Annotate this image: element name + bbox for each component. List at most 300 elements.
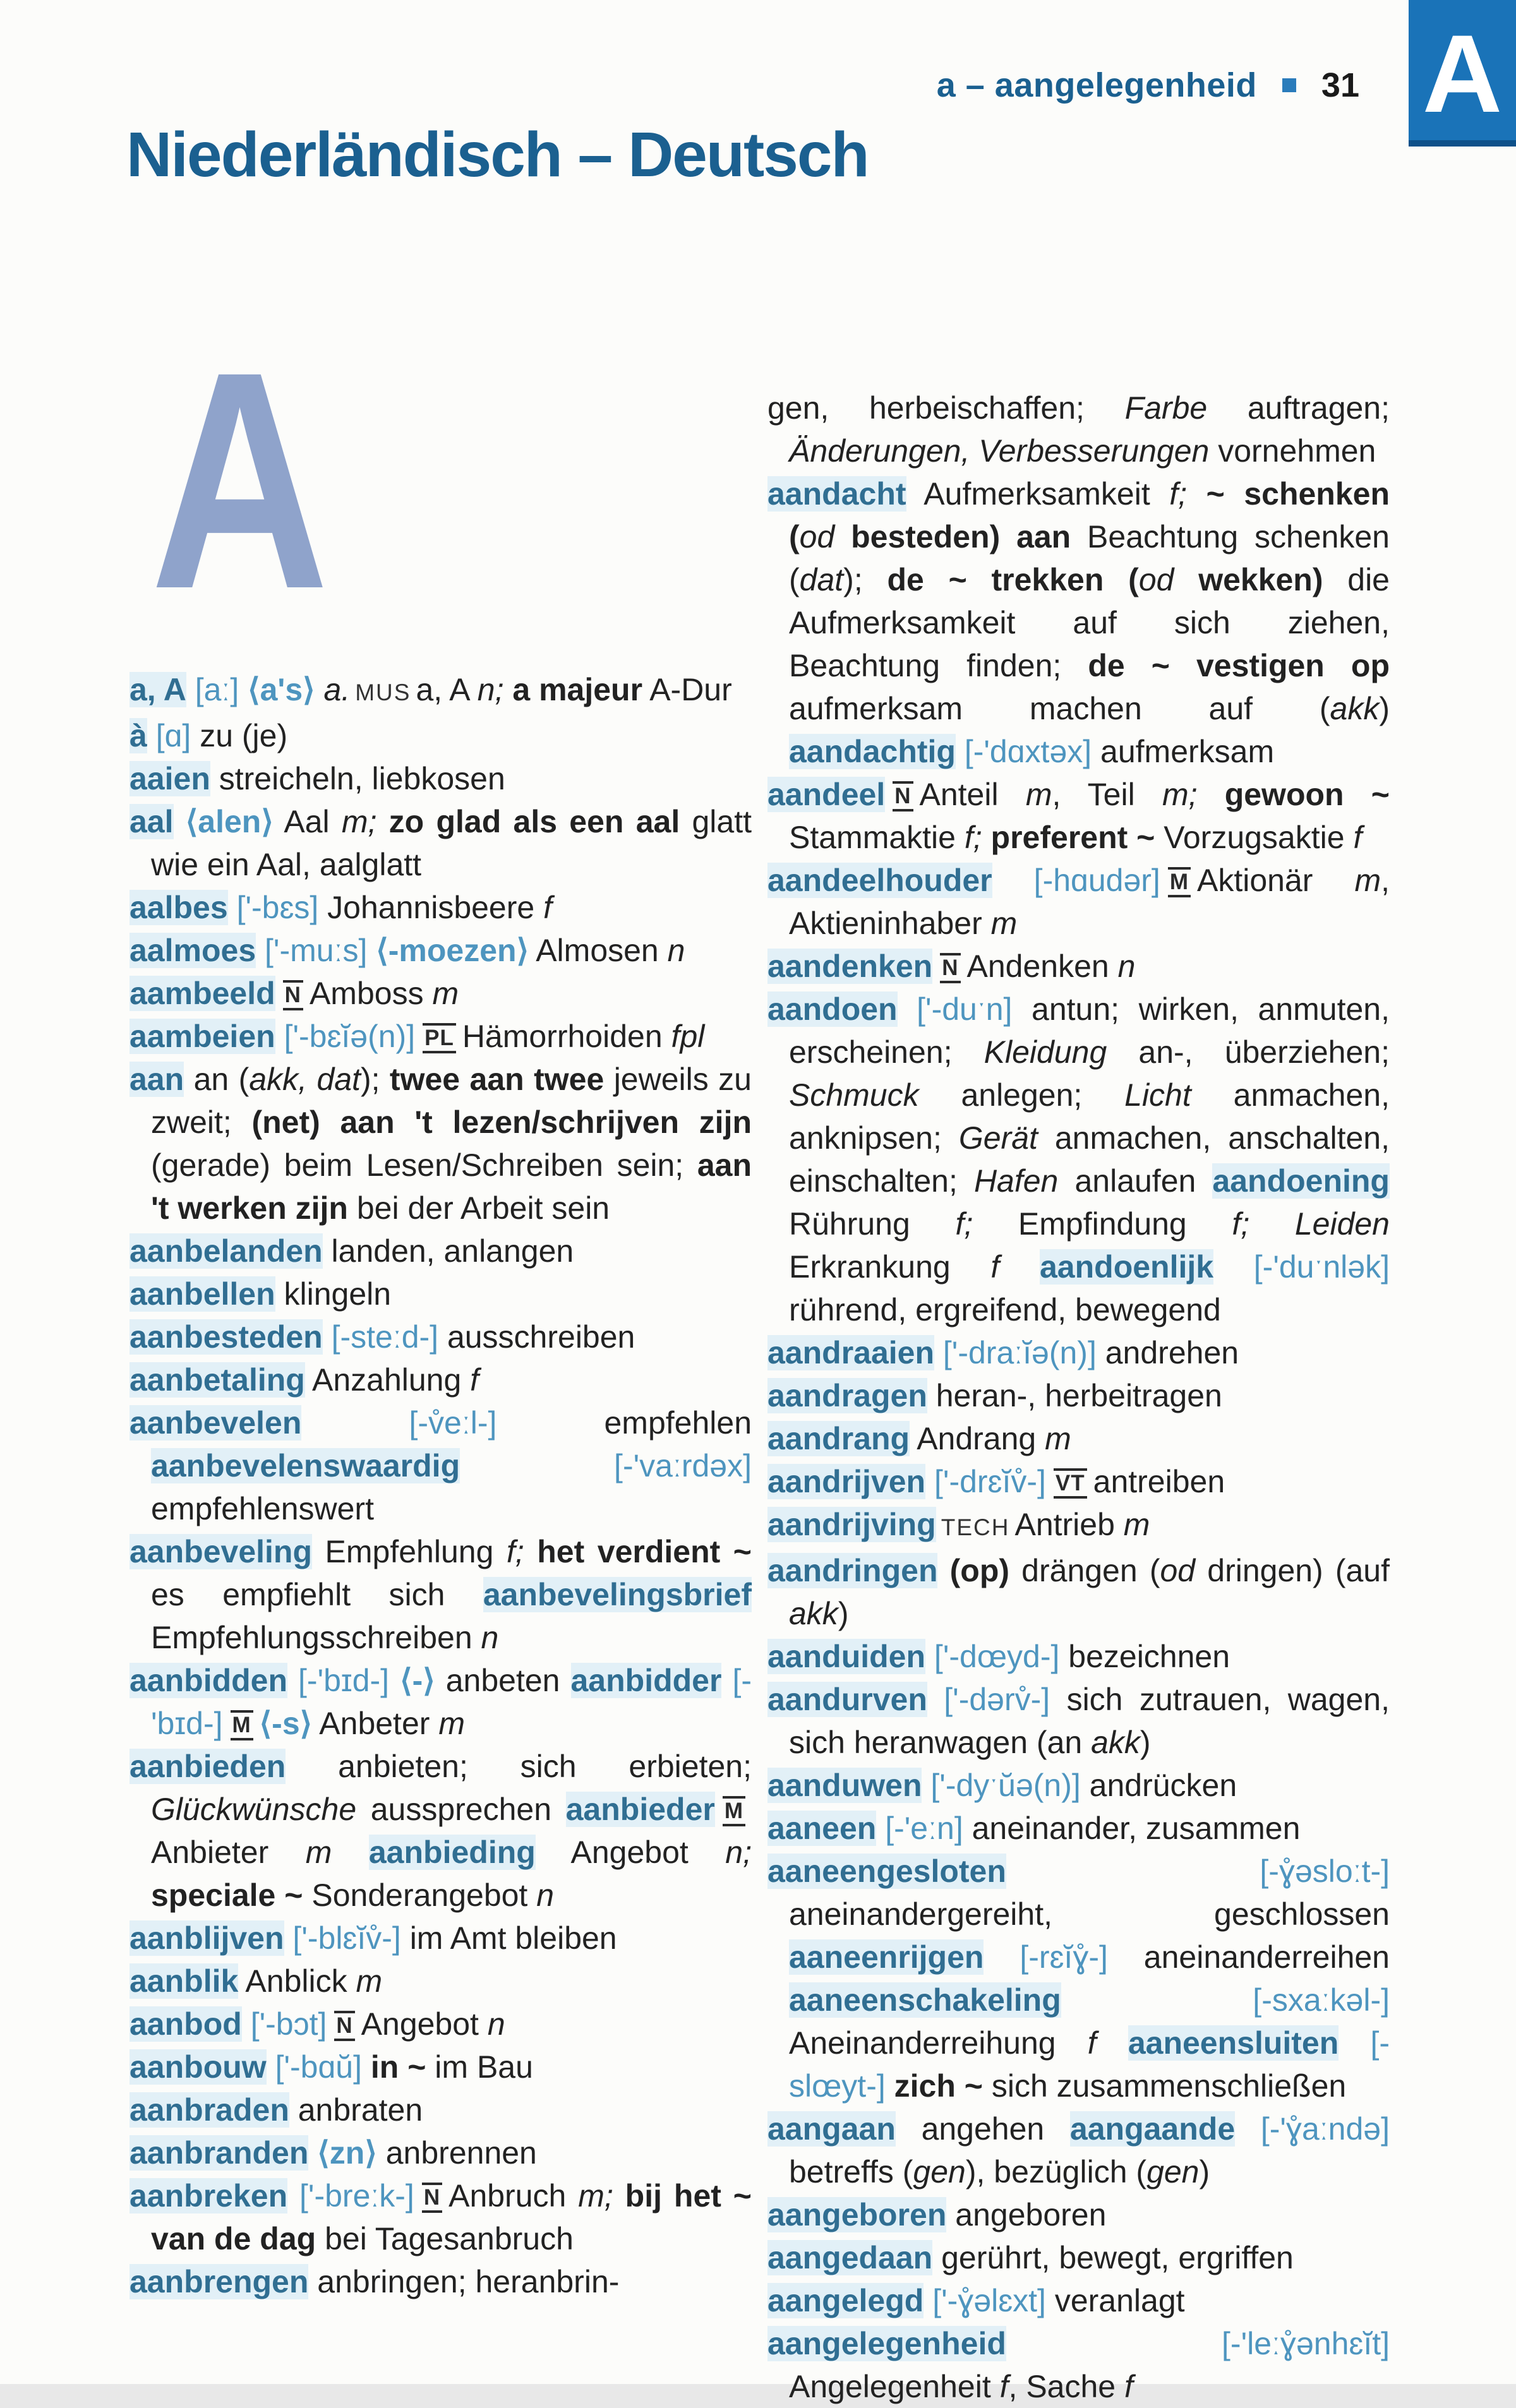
entry-segment-t: an-, überziehen; (1107, 1034, 1390, 1070)
entry-segment-t: vornehmen (1209, 433, 1376, 469)
dictionary-entry (129, 1015, 752, 1058)
dictionary-entry (767, 1807, 1390, 1850)
entry-segment-t: andrehen (1096, 1335, 1239, 1370)
headword: aanduiden (767, 1639, 926, 1674)
entry-segment-t (999, 1249, 1040, 1285)
entry-segment-it: m (438, 1706, 465, 1741)
entry-segment-it: f (1124, 2369, 1133, 2404)
headword: aanbidden (129, 1663, 288, 1698)
headword: aambeien (129, 1019, 275, 1054)
page-header (0, 66, 1359, 105)
entry-segment-sym: N (940, 953, 960, 983)
entry-segment-ph: [aː] (186, 672, 239, 707)
dictionary-entry (767, 2236, 1390, 2279)
entry-segment-it: n (487, 2006, 505, 2042)
entry-segment-ph: ['-bɑŭ] (266, 2049, 362, 2085)
entry-segment-ph: ['-dərv̊-] (927, 1682, 1050, 1717)
entry-segment-t: Empfehlung (312, 1534, 507, 1569)
dictionary-entry (129, 1659, 752, 1745)
entry-segment-it: Hafen (973, 1163, 1059, 1199)
entry-segment-t: Anbeter (312, 1706, 439, 1741)
entry-segment-t: Andrang (910, 1421, 1045, 1456)
entry-segment-b: zo glad als een aal (376, 804, 680, 839)
headword: aangeboren (767, 2197, 947, 2232)
headword: aanbrengen (129, 2264, 309, 2299)
entry-segment-t: aneinanderreihen (1107, 1939, 1390, 1975)
entry-segment-b: (net) aan 't lezen/schrijven zijn (231, 1105, 752, 1140)
entry-segment-infl: ⟨-moezen⟩ (367, 933, 529, 968)
entry-segment-it: dat (799, 562, 844, 597)
entry-segment-t: , Aktieninhaber (789, 863, 1390, 941)
dictionary-entry (129, 757, 752, 800)
entry-segment-ph: [-slœyt-] (789, 2025, 1390, 2104)
headword: aandrijven (767, 1464, 926, 1499)
dictionary-entry (767, 1503, 1390, 1549)
entry-segment-t: gerührt, bewegt, ergriffen (932, 2240, 1294, 2275)
entry-segment-t: aneinander, zusammen (963, 1811, 1301, 1846)
entry-segment-ph: ['-duˑn] (897, 991, 1013, 1027)
entry-segment-t: sich zutrauen, wagen, sich heranwagen (an (789, 1682, 1390, 1760)
headword: aanbod (129, 2006, 242, 2042)
headword: aangedaan (767, 2240, 933, 2275)
entry-segment-it: m; (341, 804, 377, 839)
headword: aanbidder (570, 1663, 722, 1698)
entry-segment-t: glatt wie ein Aal, aalglatt (151, 804, 752, 882)
entry-segment-t: Anbruch (448, 2178, 579, 2213)
entry-segment-it: n (667, 933, 685, 968)
entry-segment-t: Almosen (529, 933, 668, 968)
entry-segment-t: Stammaktie (789, 820, 965, 855)
entry-segment-t: andrücken (1080, 1768, 1237, 1803)
headword: aan (129, 1062, 184, 1097)
bullet-separator (1282, 78, 1296, 92)
entry-segment-t: jeweils zu zweit; (151, 1062, 752, 1140)
page-number: 31 (1321, 66, 1359, 104)
entry-segment-infl: ⟨-⟩ (389, 1663, 435, 1698)
entry-segment-b: preferent ~ (982, 820, 1155, 855)
entry-segment-it: Änderungen, Verbesserungen (789, 433, 1210, 469)
entry-segment-t: anbraten (289, 2092, 423, 2128)
entry-segment-t: Sonderangebot (303, 1878, 537, 1913)
entry-segment-ph: [-hɑudər] (992, 863, 1160, 898)
entry-segment-t: Aufmerksamkeit (906, 476, 1170, 512)
headword: aandurven (767, 1682, 927, 1717)
dictionary-entry (767, 2279, 1390, 2322)
headword: aaneengesloten (767, 1854, 1006, 1889)
dictionary-entry (129, 1960, 752, 2003)
headword: aanbevelingsbrief (483, 1577, 752, 1612)
headword: aaneenrijgen (789, 1939, 984, 1975)
dictionary-entry (129, 668, 752, 714)
entry-segment-it: n; (477, 672, 504, 707)
entry-segment-t: Anzahlung (304, 1362, 471, 1398)
dictionary-entry (767, 386, 1390, 472)
entry-segment-it: f; (1169, 476, 1188, 512)
entry-segment-it: gen (913, 2154, 966, 2189)
entry-segment-it: Schmuck (789, 1077, 919, 1113)
entry-segment-t: im Bau (426, 2049, 533, 2085)
entry-segment-it: Gerät (958, 1120, 1038, 1156)
dictionary-entry (767, 1764, 1390, 1807)
entry-segment-t (332, 1835, 369, 1870)
headword: aangelegenheid (767, 2326, 1006, 2361)
entry-segment-t: (gerade) beim Lesen/Schreiben sein; (151, 1147, 684, 1183)
entry-segment-b: bij het ~ van de dag (151, 2178, 752, 2256)
entry-segment-it: m (1025, 777, 1052, 812)
entry-segment-t: Andenken (966, 949, 1118, 984)
entry-segment-b: aan 't werken zijn (151, 1147, 752, 1226)
entry-segment-sym: M (723, 1796, 745, 1826)
entry-segment-b: zich ~ (885, 2068, 983, 2104)
entry-segment-t: die Aufmerksamkeit auf sich ziehen, Beachtung finden; (789, 562, 1390, 683)
dictionary-entry (129, 2003, 752, 2046)
entry-segment-t: Antrieb (1014, 1507, 1124, 1542)
entry-segment-it: a. (315, 672, 351, 707)
entry-segment-sym: M (231, 1710, 253, 1740)
entry-segment-ph: ['-ɣ̊əlɛxt] (923, 2283, 1046, 2318)
entry-segment-t: anbrennen (376, 2135, 537, 2171)
headword: aanbellen (129, 1276, 275, 1312)
entry-segment-t: Erkrankung (789, 1249, 991, 1285)
entry-segment-ph: [-steːd-] (322, 1319, 439, 1355)
entry-segment-t: sich zusammenschließen (982, 2068, 1347, 2104)
entry-segment-it: f; (506, 1534, 524, 1569)
headword: aanbeveling (129, 1534, 312, 1569)
entry-segment-b: in ~ (361, 2049, 426, 2085)
entry-segment-ph: [-sxaːkəl-] (1061, 1982, 1390, 2018)
section-tab-letter: A (1422, 12, 1503, 136)
entry-segment-t: anmachen, anschalten, einschalten; (789, 1120, 1390, 1199)
entry-segment-t: veranlagt (1045, 2283, 1185, 2318)
dictionary-entry (767, 2322, 1390, 2408)
dictionary-entry (129, 1273, 752, 1315)
headword: aangaan (767, 2111, 896, 2147)
entry-segment-t: auftragen; (1207, 390, 1390, 426)
entry-segment-ph: ['-muːs] (256, 933, 368, 968)
entry-segment-t: bei der Arbeit sein (347, 1190, 610, 1226)
entry-segment-t: empfehlen (496, 1405, 752, 1441)
headword: aaneen (767, 1811, 877, 1846)
entry-segment-sc: MUS (355, 680, 411, 705)
entry-segment-t: ), bezüglich ( (965, 2154, 1147, 2189)
entry-segment-t: Empfehlungsschreiben (151, 1620, 481, 1655)
headword: aandoenlijk (1040, 1249, 1214, 1285)
entry-segment-it: Glückwünsche (151, 1792, 357, 1827)
entry-segment-t: heran-, herbeitragen (927, 1378, 1222, 1413)
entry-segment-b: wekken) (1174, 562, 1323, 597)
entry-segment-b: de ~ trekken ( (887, 562, 1139, 597)
entry-segment-t: betreffs ( (789, 2154, 913, 2189)
entry-segment-it: fpl (671, 1019, 705, 1054)
entry-segment-it: m (305, 1835, 332, 1870)
entry-segment-b: het verdient ~ (524, 1534, 752, 1569)
dictionary-entry (767, 859, 1390, 945)
entry-segment-ph: ['-dœyd-] (925, 1639, 1060, 1674)
entry-segment-t: aneinandergereiht, geschlossen (789, 1896, 1390, 1932)
headword: aandenken (767, 949, 933, 984)
entry-segment-t: ) (1379, 691, 1390, 726)
page-title: Niederländisch – Deutsch (126, 119, 869, 190)
entry-segment-t: Aneinanderreihung (789, 2025, 1088, 2061)
dictionary-entry (129, 1401, 752, 1530)
entry-segment-t: Empfindung (973, 1206, 1232, 1242)
entry-segment-t: angehen (895, 2111, 1070, 2147)
entry-segment-ph: ['-bɔt] (241, 2006, 327, 2042)
dictionary-entry (767, 2193, 1390, 2236)
headword: aanbreken (129, 2178, 288, 2213)
entry-segment-ph: [-'leːɣ̊ənhɛĭt] (1006, 2326, 1390, 2361)
headword: aanblijven (129, 1920, 284, 1956)
entry-segment-t: Aktionär (1196, 863, 1355, 898)
dictionary-entry (767, 1374, 1390, 1417)
entry-segment-t: an ( (184, 1062, 250, 1097)
entry-segment-t: dringen) (auf (1195, 1553, 1390, 1588)
entry-segment-sym: N (283, 980, 303, 1010)
entry-segment-t: empfehlenswert (151, 1491, 374, 1526)
entry-segment-sym: M (1168, 867, 1191, 897)
entry-segment-t: Anblick (238, 1963, 356, 1999)
headword: aanbouw (129, 2049, 267, 2085)
entry-segment-ph: [-'duˑnlək] (1213, 1249, 1390, 1285)
entry-segment-ph: ['-blɛĭv̊-] (284, 1920, 401, 1956)
entry-segment-it: m; (1162, 777, 1198, 812)
headword: aalbes (129, 890, 228, 925)
entry-segment-sym: N (334, 2011, 354, 2041)
entry-segment-it: f; (964, 820, 982, 855)
entry-segment-ph: [-'ɣ̊aːndə] (1235, 2111, 1390, 2147)
headword: aandrijving (767, 1507, 936, 1542)
entry-segment-t: zu (je) (191, 718, 288, 753)
headword: aangaande (1069, 2111, 1236, 2147)
entry-segment-t: aussprechen (356, 1792, 566, 1827)
entry-segment-sc: TECH (941, 1514, 1010, 1540)
entry-segment-it: f (543, 890, 552, 925)
headword: aanbetaling (129, 1362, 305, 1398)
entry-segment-ph: ['-draːĭə(n)] (934, 1335, 1097, 1370)
entry-segment-it: Farbe (1124, 390, 1208, 426)
headword: aandacht (767, 476, 906, 512)
entry-segment-infl: ⟨-s⟩ (259, 1706, 313, 1741)
entry-segment-t: Beachtung schenken ( (789, 519, 1390, 597)
entry-segment-t: anbeten (435, 1663, 571, 1698)
entry-segment-t: Vorzugsaktie (1155, 820, 1354, 855)
entry-segment-it: n (536, 1878, 555, 1913)
entry-segment-t: aufmerksam machen auf ( (789, 691, 1330, 726)
entry-segment-t (1249, 1206, 1295, 1242)
entry-segment-t: anlaufen (1058, 1163, 1213, 1199)
entry-segment-it: f (470, 1362, 479, 1398)
entry-segment-infl: ⟨alen⟩ (173, 804, 274, 839)
entry-segment-ph: [-'dɑxtəx] (955, 734, 1092, 769)
entry-segment-t: Angebot (535, 1835, 726, 1870)
headword: aangelegd (767, 2283, 924, 2318)
headword: aandrang (767, 1421, 910, 1456)
entry-segment-ph: ['-breːk-] (287, 2178, 414, 2213)
entry-segment-t: bezeichnen (1059, 1639, 1230, 1674)
headword: aandragen (767, 1378, 927, 1413)
entry-segment-ph: [-'eːn] (876, 1811, 963, 1846)
entry-segment-t: , Teil (1052, 777, 1162, 812)
headword: aanbranden (129, 2135, 309, 2171)
headword: aandeelhouder (767, 863, 992, 898)
entry-segment-t: anbringen; heranbrin- (308, 2264, 620, 2299)
entry-segment-it: Leiden (1294, 1206, 1390, 1242)
entry-segment-sym: N (422, 2183, 442, 2213)
headword: aambeeld (129, 976, 275, 1011)
headword: aalmoes (129, 933, 256, 968)
dictionary-entry (767, 472, 1390, 773)
headword: aandringen (767, 1553, 938, 1588)
entry-segment-t: landen, anlangen (322, 1233, 574, 1269)
entry-segment-t: anmachen, anknipsen; (789, 1077, 1390, 1156)
entry-segment-t: a, A (416, 672, 478, 707)
entry-segment-ph: ['-bɛĭə(n)] (275, 1019, 416, 1054)
dictionary-entry (767, 1678, 1390, 1764)
entry-segment-t: Angelegenheit (789, 2369, 1000, 2404)
entry-segment-t: antun; wirken, anmuten, erscheinen; (789, 991, 1390, 1070)
dictionary-entry (767, 1331, 1390, 1374)
dictionary-entry (129, 886, 752, 929)
entry-segment-b: (op) (937, 1553, 1010, 1588)
dictionary-entry (129, 1230, 752, 1273)
section-tab-a (1409, 0, 1516, 147)
dictionary-entry (767, 1635, 1390, 1678)
column-left (129, 668, 752, 2303)
entry-segment-ph: [-'vaːrdəx] (460, 1448, 752, 1483)
headword: aandachtig (789, 734, 956, 769)
dictionary-entry (767, 1549, 1390, 1635)
entry-segment-b: twee aan twee (380, 1062, 605, 1097)
entry-segment-t: Anteil (919, 777, 1026, 812)
entry-segment-it: f (1087, 2025, 1097, 2061)
headword: aanbieden (129, 1749, 286, 1784)
entry-segment-t: ) (1140, 1725, 1151, 1760)
entry-segment-t: bei Tagesanbruch (316, 2221, 574, 2256)
headword: aanbieder (565, 1792, 715, 1827)
entry-segment-it: m (432, 976, 459, 1011)
entry-segment-t: antreiben (1093, 1464, 1225, 1499)
entry-segment-t: Amboss (309, 976, 433, 1011)
entry-segment-t: Hämorrhoiden (462, 1019, 671, 1054)
entry-segment-t: Aal (273, 804, 342, 839)
entry-segment-t: aufmerksam (1092, 734, 1275, 769)
dictionary-entry (129, 2260, 752, 2303)
entry-segment-sym: PL (423, 1023, 456, 1053)
entry-segment-it: od (1160, 1553, 1196, 1588)
entry-segment-b: besteden) aan (834, 519, 1071, 554)
dictionary-entry (129, 2088, 752, 2131)
entry-segment-b: speciale ~ (151, 1878, 303, 1913)
dictionary-entry (129, 2131, 752, 2174)
entry-segment-ph: [-v̊eːl-] (301, 1405, 497, 1441)
headword: a, A (129, 672, 186, 707)
headword: aanduwen (767, 1768, 922, 1803)
entry-segment-b: de ~ vestigen op (1088, 648, 1390, 683)
entry-segment-t: Angebot (361, 2006, 488, 2042)
entry-segment-it: akk (789, 1596, 838, 1631)
headword: aal (129, 804, 174, 839)
entry-segment-it: m (1123, 1507, 1150, 1542)
dictionary-entry (129, 1530, 752, 1659)
entry-segment-t: Johannisbeere (318, 890, 544, 925)
entry-segment-t: Anbieter (151, 1835, 306, 1870)
entry-segment-ph: ['-drɛĭv̊-] (925, 1464, 1046, 1499)
entry-segment-it: n (1117, 949, 1136, 984)
headword: aaien (129, 761, 210, 796)
entry-segment-it: f (990, 1249, 1000, 1285)
entry-segment-t (1097, 2025, 1128, 2061)
entry-segment-infl: ⟨a's⟩ (239, 672, 315, 707)
entry-segment-t: klingeln (275, 1276, 392, 1312)
entry-segment-it: n; (725, 1835, 752, 1870)
dictionary-entry (129, 1917, 752, 1960)
dictionary-entry (129, 1058, 752, 1230)
entry-segment-t: es empfiehlt sich (151, 1577, 483, 1612)
entry-segment-it: m (990, 906, 1018, 941)
entry-segment-ph: [-'bɪd-] (287, 1663, 390, 1698)
entry-segment-ph: [ɑ] (147, 718, 191, 753)
entry-segment-it: akk, dat (249, 1062, 361, 1097)
dictionary-entry (767, 1850, 1390, 2107)
entry-segment-t: ); (843, 562, 887, 597)
entry-segment-it: od (1138, 562, 1174, 597)
entry-segment-infl: ⟨zn⟩ (308, 2135, 377, 2171)
entry-segment-t: anlegen; (918, 1077, 1125, 1113)
dictionary-entry (129, 1745, 752, 1917)
entry-segment-it: n (481, 1620, 499, 1655)
entry-segment-it: f (1353, 820, 1363, 855)
headword: aaneenschakeling (789, 1982, 1061, 2018)
entry-segment-b: gewoon ~ (1197, 777, 1390, 812)
headword: aandraaien (767, 1335, 935, 1370)
entry-segment-it: f; (955, 1206, 973, 1242)
entry-segment-it: akk (1330, 691, 1380, 726)
entry-segment-ph: [-ɣ̊əsloːt-] (1006, 1854, 1390, 1889)
headword: aandoening (1212, 1163, 1390, 1199)
entry-segment-t: , Sache (1008, 2369, 1124, 2404)
dictionary-entry (767, 2107, 1390, 2193)
entry-segment-t: ); (360, 1062, 380, 1097)
dropcap-letter-a: A (150, 307, 330, 653)
dictionary-entry (129, 1315, 752, 1358)
dictionary-entry (767, 773, 1390, 859)
entry-segment-b: ~ schenken ( (789, 476, 1390, 554)
entry-segment-t: ausschreiben (438, 1319, 635, 1355)
entry-segment-b: a majeur (503, 672, 643, 707)
entry-segment-it: akk (1091, 1725, 1140, 1760)
entry-segment-it: gen (1146, 2154, 1200, 2189)
dictionary-entry (129, 2174, 752, 2260)
entry-segment-t: rührend, ergreifend, bewegend (789, 1292, 1221, 1327)
entry-segment-ph: ['-dyˑŭə(n)] (922, 1768, 1081, 1803)
headword: aaneensluiten (1128, 2025, 1339, 2061)
dictionary-entry (767, 1460, 1390, 1503)
entry-segment-sym: N (893, 781, 913, 812)
entry-segment-ph: ['-bɛs] (227, 890, 319, 925)
headword: aanblik (129, 1963, 239, 1999)
headword: aandoen (767, 991, 898, 1027)
column-right (767, 386, 1390, 2408)
headword: aandeel (767, 777, 886, 812)
entry-segment-ph: [-rɛĭɣ̊-] (984, 1939, 1108, 1975)
headword: aanbieding (368, 1835, 536, 1870)
dictionary-entry (129, 800, 752, 886)
entry-segment-t: gen, herbeischaffen; (767, 390, 1125, 426)
entry-segment-t: A-Dur (642, 672, 732, 707)
entry-segment-t: drängen ( (1009, 1553, 1160, 1588)
entry-segment-t: ) (1199, 2154, 1210, 2189)
entry-segment-t: anbieten; sich erbieten; (286, 1749, 752, 1784)
